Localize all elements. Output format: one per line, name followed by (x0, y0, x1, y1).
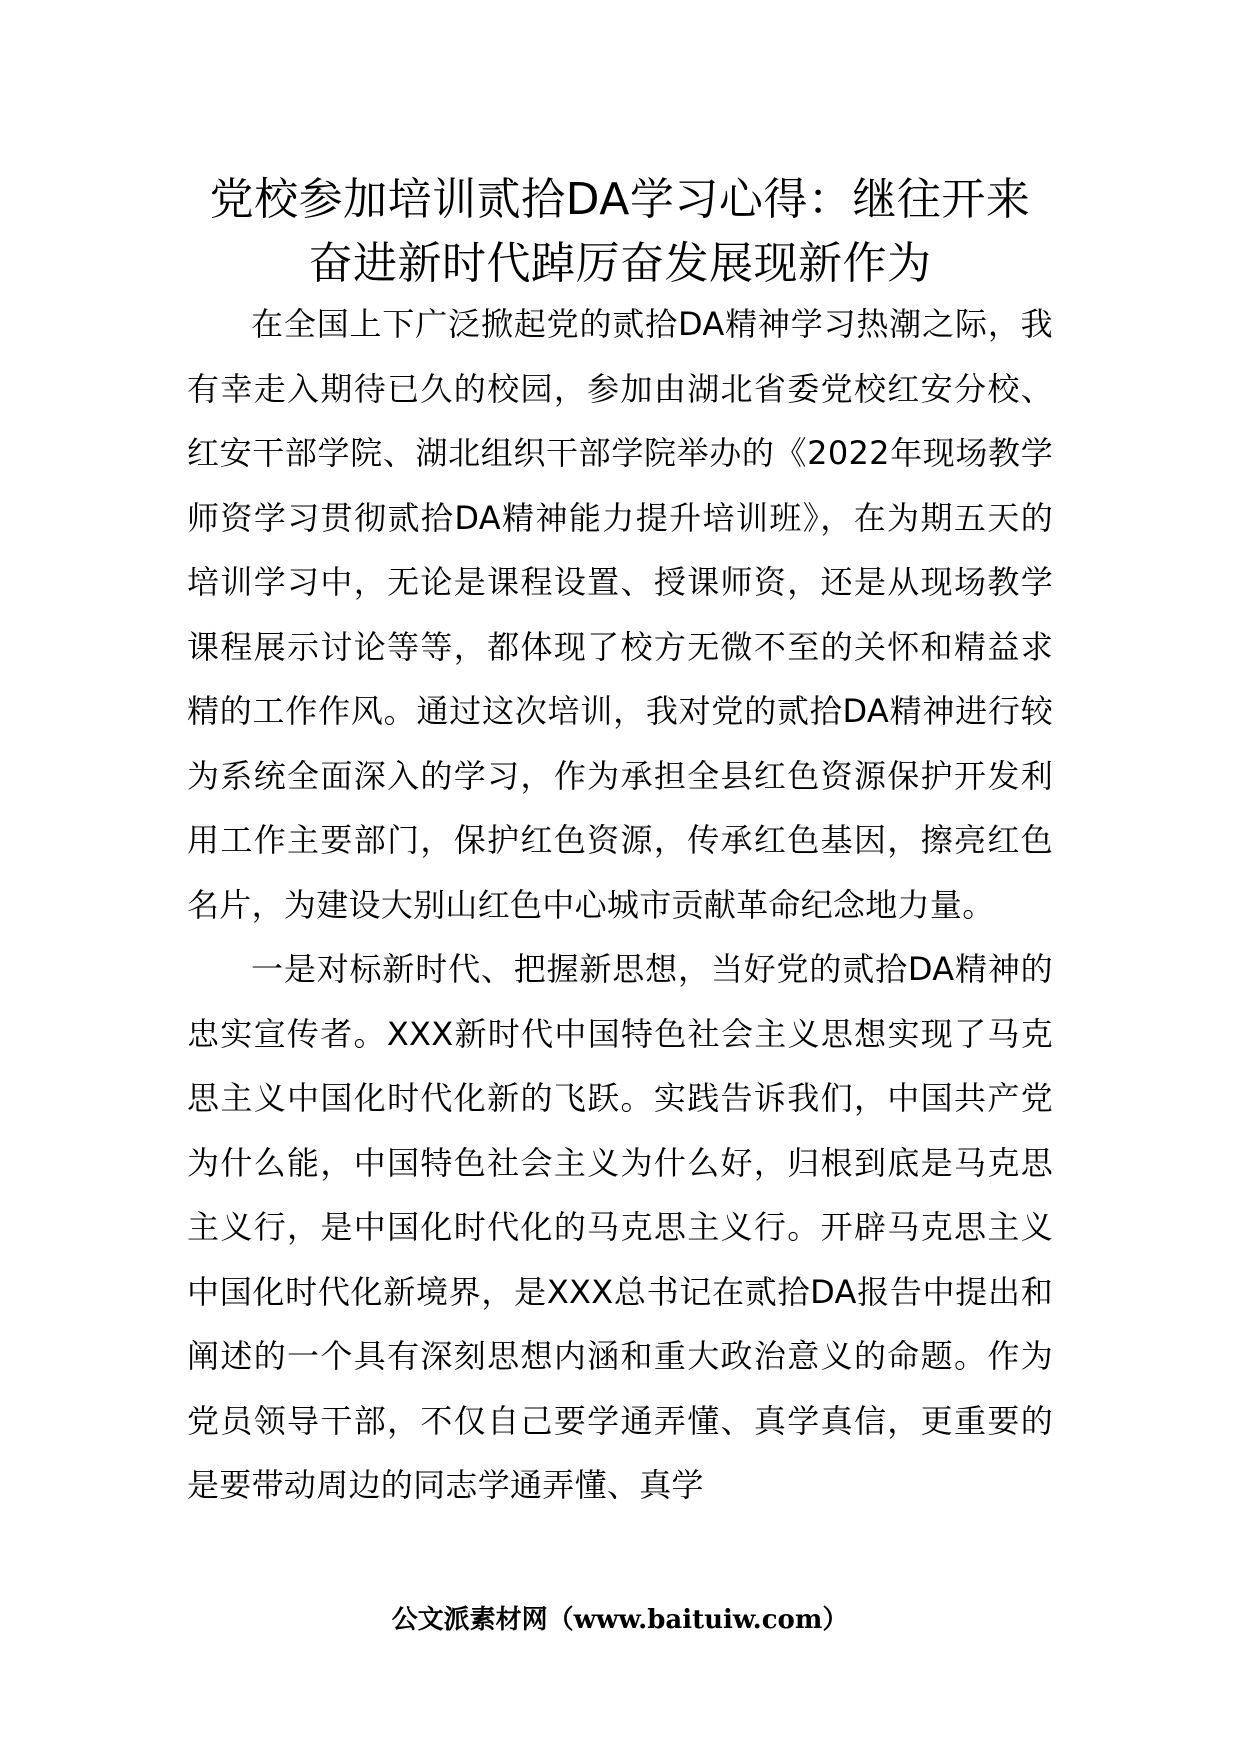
paragraph-point-one: 一是对标新时代、把握新思想，当好党的贰拾DA精神的忠实宣传者。XXX新时代中国特色社会主义思想实现了马克思主义中国化时代化新的飞跃。实践告诉我们，中国共产党为什么能，中国特色社会主义为什么好，归根到底是马克思主义行，是中国化时代化的马克思主义行。开辟马克思主义中国化时代化新境界，是XXX总书记在贰拾DA报告中提出和阐述的一个具有深刻思想内涵和重大政治意义的命题。作为党员领导干部，不仅自己要学通弄懂、真学真信，更重要的是要带动周边的同志学通弄懂、真学 (187, 950, 1053, 1504)
footer-watermark: 公文派素材网（www.baituiw.com） (391, 1605, 849, 1635)
title-line-1: 党校参加培训贰拾DA学习心得：继往开来 (209, 174, 1031, 225)
document-title (186, 168, 1054, 296)
paragraph-intro: 在全国上下广泛掀起党的贰拾DA精神学习热潮之际，我有幸走入期待已久的校园，参加由湖北省委党校红安分校、红安干部学院、湖北组织干部学院举办的《2022年现场教学师资学习贯彻贰拾DA精神能力提升培训班》，在为期五天的培训学习中，无论是课程设置、授课师资，还是从现场教学课程展示讨论等等，都体现了校方无微不至的关怀和精益求精的工作作风。通过这次培训，我对党的贰拾DA精神进行较为系统全面深入的学习，作为承担全县红色资源保护开发利用工作主要部门，保护红色资源，传承红色基因，擦亮红色名片，为建设大别山红色中心城市贡献革命纪念地力量。 (187, 305, 1053, 924)
title-line-2: 奋进新时代踔厉奋发展现新作为 (308, 238, 932, 289)
document-body (187, 292, 1053, 1518)
